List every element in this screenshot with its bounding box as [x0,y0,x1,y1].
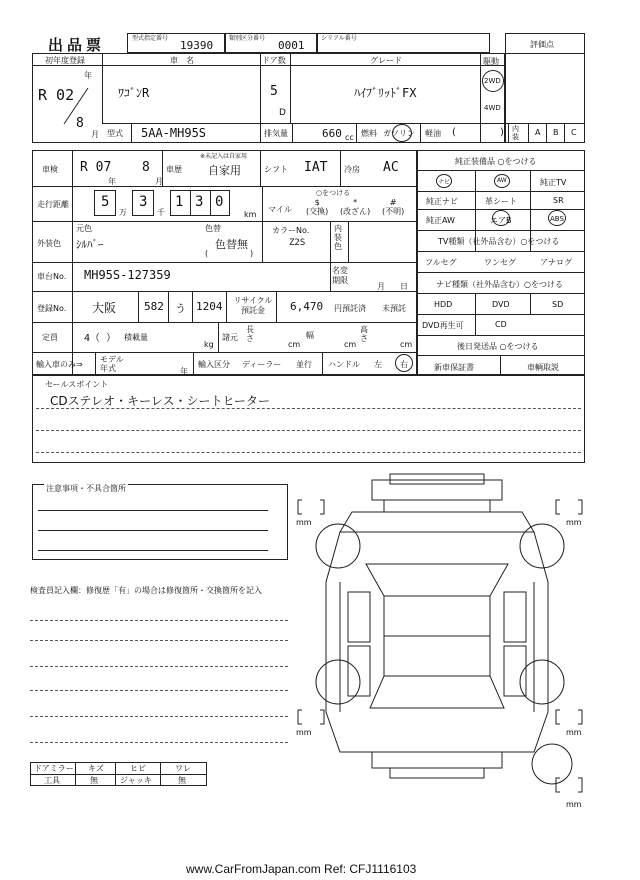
dealer: ディーラー [242,360,282,369]
mm-front-left: mm [296,518,312,527]
dvd-label: DVD再生可 [422,321,464,330]
diesel-paren: ( [452,127,456,138]
model-year-unit: 年 [180,367,188,376]
reg-class: 582 [144,300,164,313]
doors: 5 [270,84,278,99]
interior-color-label: 内装色 [334,224,342,251]
interior-grade-c: C [571,128,577,137]
displacement-unit: cc [345,133,354,142]
doors-label: ドア数 [262,56,286,65]
chassis-label: 車台No. [37,272,67,281]
mm-front-right: mm [566,518,582,527]
interior-grade-b: B [553,128,559,137]
type-label: 型式 [107,129,123,138]
capacity: 4（ ） [84,333,117,344]
mileage-note: ○をつける [316,189,351,197]
capacity-label: 定員 [42,333,58,342]
first-reg-year: R 02 [38,86,75,104]
reg-num: 1204 [196,300,223,313]
type: 5AA-MH95S [141,126,207,140]
tools-value: 無 [90,776,98,785]
first-reg-month: 8 [76,116,84,131]
mm-rear-left: mm [296,728,312,737]
recycle-label: リサイクル預託金 [233,296,273,315]
legend-scratch: キズ [88,764,104,773]
sales-text: CDステレオ・キーレス・シートヒーター [50,394,271,408]
eval-label: 評価点 [530,40,554,49]
chassis: MH95S-127359 [84,268,171,282]
legend-break: ワレ [175,764,191,773]
genuine-aw-2: 純正AW [426,216,455,225]
sales-label: セールスポイント [45,380,109,389]
reg-area: 大阪 [92,301,117,315]
vehicle-manual: 車輌取説 [527,363,559,372]
inspector-label: 検査員記入欄：修復歴「有」の場合は修復箇所・交換箇所を記入 [30,586,262,595]
mileage-ones: 0 [215,194,224,210]
diesel-label: 軽油 [425,129,441,138]
name-change-month: 月 [377,282,385,291]
color-label: 外装色 [37,239,61,248]
later-label: 後日発送品 ○をつける [457,342,539,351]
unit-sen: 千 [157,208,165,217]
history-label: 車歴 [166,165,182,174]
color-paren-close: ) [250,249,254,258]
inspection-month-unit: 月 [155,177,163,186]
ac-label: 冷房 [344,165,360,174]
import-label: 輸入車のみ⇒ [36,360,83,369]
tv-label: TV種類（社外品含む）○をつける [438,237,560,246]
load-unit: kg [204,340,214,349]
leather-seat: 革シート [485,197,517,206]
jack-value: 無 [178,776,186,785]
legend-door-mirror: ドアミラー [34,764,74,773]
class-code: 0001 [278,39,305,52]
diagonal-slash [60,86,90,126]
month-unit: 月 [91,130,99,139]
drive-2wd: 2WD [484,77,501,85]
inspection-month: 8 [142,160,150,175]
wid-cm: cm [344,340,357,349]
navi-sd: SD [552,300,564,309]
legend-crack: ヒビ [130,764,146,773]
mileage-sen: 3 [139,194,148,210]
mileage-man: 5 [101,194,110,210]
car-name: ﾜｺﾞﾝR [118,86,150,100]
tv-oneseg: ワンセグ [484,258,516,267]
recycle-not: 未預託 [382,304,406,313]
tv-analog: アナログ [540,258,572,267]
dims-label: 諸元 [222,333,238,342]
form-title: 出品票 [48,36,106,54]
drive-label: 駆動 [483,57,499,66]
car-diagram [290,472,590,807]
serial-label: シリアル番号 [321,35,357,42]
reg-label: 登録No. [37,304,67,313]
tv-fullseg: フルセグ [425,258,457,267]
handle-label: ハンドル [328,360,360,369]
inspection-year: R 07 [80,160,112,175]
handle-left: 左 [374,360,382,369]
jack-label: ジャッキ [120,776,152,785]
mileage-opt-exchange: $ (交換) [306,198,329,216]
genuine-navi: ナビ [438,179,451,186]
inspection-year-unit: 年 [108,177,116,186]
reg-kana: う [175,302,186,315]
sales-box [32,375,585,463]
sunroof: SR [553,196,564,205]
orig-color: ｼﾙﾊﾞｰ [76,238,104,251]
shift-label: シフト [264,165,288,174]
load-label: 積載量 [124,333,148,342]
orig-color-label: 元色 [76,224,92,233]
recycle-unit: 円預託済 [334,304,366,313]
displacement-label: 排気量 [264,129,288,138]
genuine-tv: 純正TV [540,178,567,187]
interior-grade-a: A [535,128,541,137]
color-change-label: 色替 [205,224,221,233]
unit-km: km [244,210,257,219]
mileage-label: 走行距離 [37,200,69,209]
car-name-label: 車 名 [170,56,194,65]
hei-label: 高さ [360,325,368,343]
doors-suffix: D [279,108,286,118]
diesel-paren-close: ) [500,127,504,138]
genuine-aw: AW [497,177,507,184]
color-paren: ( [205,249,209,258]
airbag: エアB [490,216,512,225]
notes-box [32,484,288,560]
genuine-label: 純正装備品 ○をつける [455,157,537,166]
parallel: 並行 [296,360,312,369]
handle-right: 右 [400,360,408,369]
unit-man: 万 [119,208,127,217]
fuel: ガソリン [383,129,415,138]
len-label: 長さ [246,325,254,343]
ac: AC [383,160,399,175]
history: 自家用 [208,164,241,177]
model-year-label: モデル年式 [100,355,124,373]
abs: ABS [550,215,564,223]
wid-label: 幅 [306,331,314,340]
grade-label: グレード [370,56,402,65]
shift: IAT [304,160,328,175]
displacement: 660 [322,127,342,140]
mileage-opt-unknown: # (不明) [382,198,405,216]
fuel-label: 燃料 [361,129,377,138]
mm-rear-right: mm [566,728,582,737]
footer-ref: www.CarFromJapan.com Ref: CFJ1116103 [186,862,417,876]
interior-label: 内装 [512,125,519,141]
history-note: ※未記入は自家用 [200,153,248,160]
mileage-hundreds: 1 [175,194,184,210]
mm-spare: mm [566,800,582,809]
hei-cm: cm [400,340,413,349]
mileage-opt-tamper: * (改ざん) [340,198,371,216]
drive-4wd: 4WD [484,104,501,112]
import-class-label: 輸入区分 [198,360,230,369]
inspection-label: 車検 [42,165,58,174]
recycle: 6,470 [290,300,324,313]
notes-label: 注意事項・不具合箇所 [46,484,126,493]
color-no: Z2S [289,238,306,248]
cd: CD [495,320,507,329]
mileage-tens: 3 [195,194,204,210]
genuine-navi-2: 純正ナビ [426,197,458,206]
class-code-label: 類別区分番号 [229,35,266,42]
color-change: 色替無 [215,238,248,251]
navi-label: ナビ種類（社外品含む）○をつける [436,280,563,289]
mileage-opt-mile: マイル [268,205,292,214]
model-code: 19390 [180,39,214,52]
name-change-day: 日 [400,282,408,291]
model-code-label: 型式指定番号 [132,35,169,42]
name-change-label: 名変期限 [332,266,348,285]
navi-hdd: HDD [434,300,453,309]
navi-dvd: DVD [492,300,510,309]
tools-label: 工具 [44,776,60,785]
year-unit: 年 [84,71,92,80]
new-car-warranty: 新車保証書 [434,363,474,372]
color-no-label: カラーNo. [272,226,310,235]
first-reg-label: 初年度登録 [45,56,85,65]
grade: ﾊｲﾌﾞﾘｯﾄﾞFX [354,86,417,100]
len-cm: cm [288,340,301,349]
